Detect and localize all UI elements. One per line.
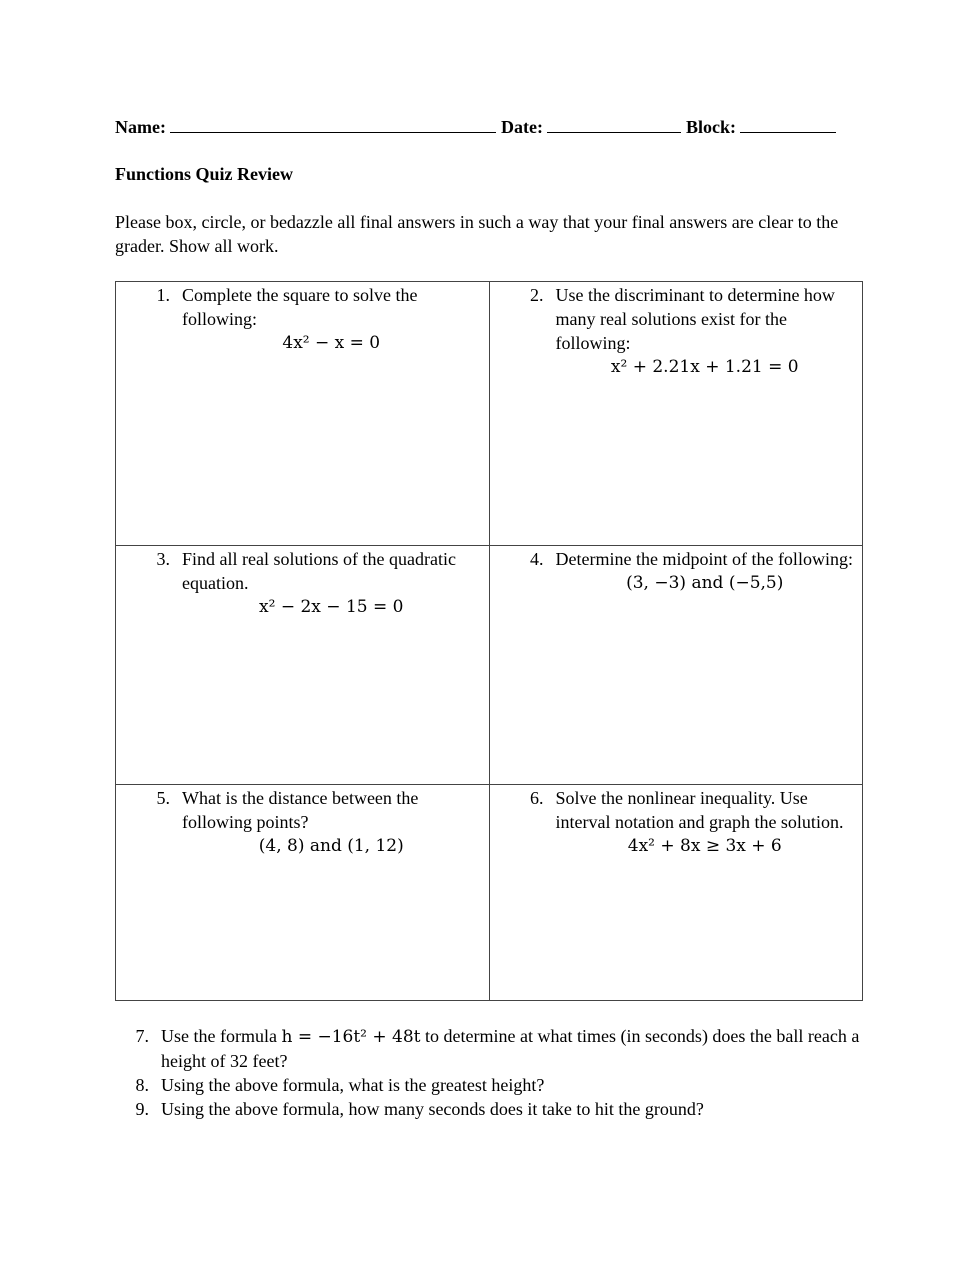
problem-text: Determine the midpoint of the following: — [555, 549, 853, 569]
problem-number: 4. — [530, 549, 544, 569]
problem-text: Find all real solutions of the quadratic equation. — [182, 549, 456, 593]
item-text: Using the above formula, what is the greatest height? — [161, 1075, 545, 1095]
name-blank[interactable] — [170, 114, 496, 133]
problem-text: What is the distance between the following points? — [182, 788, 419, 832]
item-text: to determine at what times (in seconds) does the ball reach a height of 32 feet? — [161, 1026, 860, 1071]
item-number: 7. — [135, 1026, 149, 1046]
list-item — [115, 1024, 875, 1073]
instructions: Please box, circle, or bedazzle all final answers in such a way that your final answers are clear to the grader. Show all work. — [115, 212, 839, 256]
date-blank[interactable] — [547, 114, 681, 133]
list-item — [115, 1097, 875, 1121]
problem-cell — [116, 785, 490, 1001]
problem-equation: x² − 2x − 15 = 0 — [259, 597, 404, 617]
student-info-header — [115, 114, 875, 139]
item-formula: h = −16t² + 48t — [281, 1027, 421, 1047]
problem-text: Complete the square to solve the following: — [182, 285, 418, 329]
followup-list — [115, 1024, 875, 1121]
problem-number: 5. — [156, 788, 170, 808]
problem-cell — [489, 785, 863, 1001]
problem-equation: x² + 2.21x + 1.21 = 0 — [610, 357, 799, 377]
block-label: Block: — [685, 117, 736, 137]
problem-equation: (4, 8) and (1, 12) — [258, 836, 404, 856]
item-text: Use the formula — [161, 1026, 277, 1046]
problem-cell — [116, 282, 490, 546]
problem-cell — [116, 546, 490, 785]
list-item — [115, 1073, 875, 1097]
item-text: Using the above formula, how many seconds does it take to hit the ground? — [161, 1099, 704, 1119]
problem-text: Solve the nonlinear inequality. Use interval notation and graph the solution. — [555, 788, 844, 832]
problem-equation: (3, −3) and (−5,5) — [626, 573, 784, 593]
problem-equation: 4x² + 8x ≥ 3x + 6 — [627, 836, 782, 856]
item-number: 9. — [135, 1099, 149, 1119]
block-blank[interactable] — [740, 114, 836, 133]
date-label: Date: — [500, 117, 543, 137]
problem-number: 2. — [530, 285, 544, 305]
problem-equation: 4x² − x = 0 — [282, 333, 381, 353]
page-title: Functions Quiz Review — [115, 164, 293, 184]
name-label: Name: — [115, 117, 166, 137]
problem-text: Use the discriminant to determine how many real solutions exist for the following: — [555, 285, 835, 353]
item-number: 8. — [135, 1075, 149, 1095]
problem-cell — [489, 546, 863, 785]
problem-number: 1. — [156, 285, 170, 305]
problem-cell — [489, 282, 863, 546]
problem-grid — [115, 281, 863, 1001]
problem-number: 3. — [156, 549, 170, 569]
problem-number: 6. — [530, 788, 544, 808]
